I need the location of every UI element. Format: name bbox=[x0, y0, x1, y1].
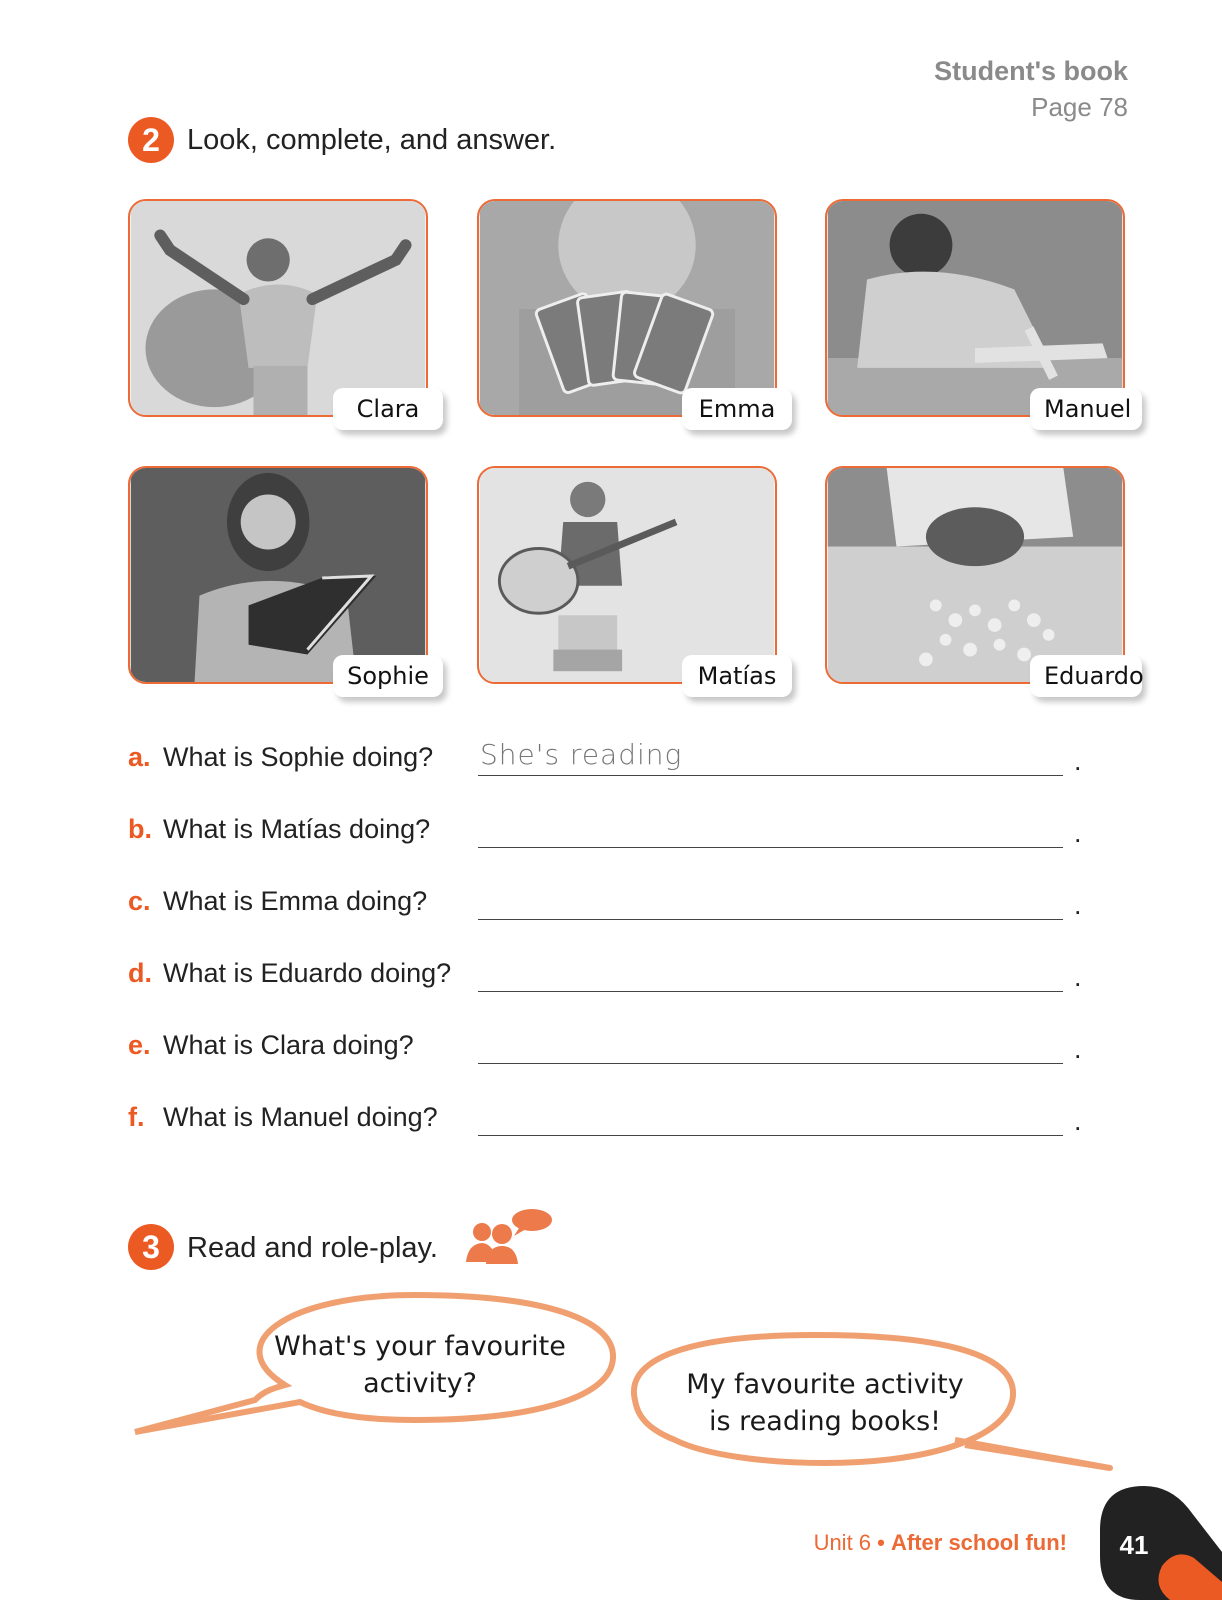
answer-line[interactable] bbox=[478, 991, 1063, 992]
question-text: What is Sophie doing? bbox=[163, 742, 434, 772]
left-bubble-line1: What's your favourite bbox=[274, 1331, 566, 1362]
answer-line[interactable] bbox=[478, 1135, 1063, 1136]
photo-card-manuel bbox=[825, 199, 1125, 417]
left-bubble-line2: activity? bbox=[363, 1368, 477, 1399]
page-reference: Page 78 bbox=[1031, 92, 1128, 122]
question-letter: d. bbox=[128, 958, 152, 988]
line-end-period: . bbox=[1074, 1034, 1082, 1064]
boy-doing-puzzle-photo bbox=[827, 468, 1123, 682]
question-text: What is Matías doing? bbox=[163, 814, 431, 844]
question-b bbox=[128, 814, 1082, 854]
exercise-3-instruction: Read and role-play. bbox=[187, 1232, 438, 1264]
right-bubble-line1: My favourite activity bbox=[686, 1369, 964, 1400]
question-text: What is Manuel doing? bbox=[163, 1102, 438, 1132]
answer-line[interactable] bbox=[478, 1063, 1063, 1064]
people-talking-icon bbox=[464, 1208, 554, 1264]
line-end-period: . bbox=[1074, 746, 1082, 776]
right-bubble-text bbox=[655, 1366, 995, 1440]
question-e bbox=[128, 1030, 1082, 1070]
unit-title: After school fun! bbox=[891, 1530, 1067, 1555]
answer-example: She's reading bbox=[480, 738, 683, 771]
book-reference: Student's book bbox=[934, 56, 1128, 86]
answer-line[interactable] bbox=[478, 775, 1063, 776]
unit-number: Unit 6 bbox=[813, 1530, 872, 1555]
answer-line[interactable] bbox=[478, 847, 1063, 848]
girl-jumping-photo bbox=[130, 201, 426, 415]
name-tag-emma: Emma bbox=[682, 388, 792, 430]
page-number: 41 bbox=[1119, 1530, 1149, 1560]
name-tag-matias: Matías bbox=[682, 655, 792, 697]
question-d bbox=[128, 958, 1082, 998]
answer-line[interactable] bbox=[478, 919, 1063, 920]
girl-reading-book-photo bbox=[130, 468, 426, 682]
line-end-period: . bbox=[1074, 890, 1082, 920]
right-bubble-line2: is reading books! bbox=[709, 1406, 941, 1437]
photo-card-emma bbox=[477, 199, 777, 417]
line-end-period: . bbox=[1074, 1106, 1082, 1136]
question-letter: f. bbox=[128, 1102, 145, 1132]
name-tag-eduardo: Eduardo bbox=[1030, 655, 1142, 697]
line-end-period: . bbox=[1074, 818, 1082, 848]
name-tag-manuel: Manuel bbox=[1030, 388, 1142, 430]
question-f bbox=[128, 1102, 1082, 1142]
question-text: What is Clara doing? bbox=[163, 1030, 414, 1060]
photo-card-matias bbox=[477, 466, 777, 684]
photo-card-sophie bbox=[128, 466, 428, 684]
left-bubble-text bbox=[255, 1328, 585, 1402]
girl-playing-cards-photo bbox=[479, 201, 775, 415]
name-tag-clara: Clara bbox=[333, 388, 443, 430]
name-tag-sophie: Sophie bbox=[333, 655, 443, 697]
question-letter: b. bbox=[128, 814, 152, 844]
line-end-period: . bbox=[1074, 962, 1082, 992]
photo-card-eduardo bbox=[825, 466, 1125, 684]
exercise-2-instruction: Look, complete, and answer. bbox=[187, 124, 557, 156]
question-letter: c. bbox=[128, 886, 151, 916]
boy-building-model-plane-photo bbox=[827, 201, 1123, 415]
exercise-2-number: 2 bbox=[128, 117, 174, 163]
unit-separator: • bbox=[877, 1530, 885, 1555]
question-letter: a. bbox=[128, 742, 151, 772]
question-text: What is Eduardo doing? bbox=[163, 958, 452, 988]
boy-playing-guitar-photo bbox=[479, 468, 775, 682]
question-c bbox=[128, 886, 1082, 926]
question-letter: e. bbox=[128, 1030, 151, 1060]
photo-card-clara bbox=[128, 199, 428, 417]
question-a bbox=[128, 738, 1082, 782]
exercise-3-number: 3 bbox=[128, 1224, 174, 1270]
footer-unit-label bbox=[814, 1530, 1067, 1556]
question-text: What is Emma doing? bbox=[163, 886, 428, 916]
